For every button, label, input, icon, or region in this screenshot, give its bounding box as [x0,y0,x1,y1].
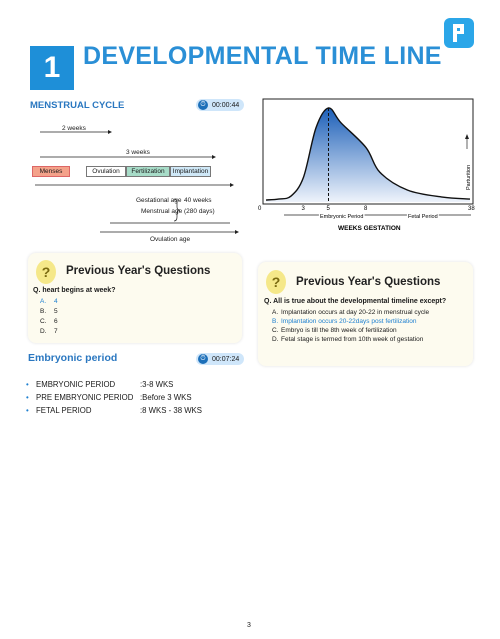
pyq-2-title: Previous Year's Questions [296,276,441,288]
days-label: (280 days) [184,208,215,215]
fetal-period-label: Fetal Period [408,214,438,220]
forty-weeks-label: 40 weeks [184,197,212,204]
phase-fertilization: Fertilization [126,166,170,177]
option-d[interactable]: D. 7 [40,328,58,335]
option-c[interactable]: C. 6 [40,318,58,325]
period-list [26,378,202,417]
phase-menses: Menses [32,166,70,177]
option-b[interactable]: B. 5 [40,308,58,315]
list-item: • FETAL PERIOD :8 WKS - 38 WKS [26,406,202,415]
menstrual-timeline-diagram [30,115,245,245]
page-title: DEVELOPMENTAL TIME LINE [83,42,442,70]
pyq-1-title: Previous Year's Questions [66,265,211,277]
list-item: • EMBRYONIC PERIOD :3-8 WKS [26,380,174,389]
option-c[interactable]: C. Embryo is till the 8th week of fertilization [272,327,397,334]
chapter-number: 1 [30,46,74,90]
phase-implantation: Implantation [170,166,211,177]
two-weeks-label: 2 weeks [62,125,86,132]
stopwatch-icon: ⏱ [198,354,208,364]
parturition-label: Parturition [466,164,472,190]
option-b[interactable]: B. Implantation occurs 20-22days post fertilization [272,318,417,325]
pyq-2-question: Q. All is true about the developmental timeline except? [264,298,447,305]
option-a[interactable]: A. Implantation occurs at day 20-22 in menstrual cycle [272,309,430,316]
gestation-area [266,108,470,202]
lightbulb-question-icon: ? [266,270,286,294]
pyq-card-2 [258,262,473,366]
page-number: 3 [247,622,251,629]
menstrual-age-label: Menstrual age [141,208,183,215]
x-axis-label: WEEKS GESTATION [338,225,401,232]
x-tick-label: 5 [326,206,330,212]
pyq-card-1 [28,253,242,343]
gestational-age-label: Gestational age [136,197,182,204]
x-tick-label: 38 [468,206,475,212]
stopwatch-icon: ⏱ [198,100,208,110]
option-a[interactable]: A. 4 [40,298,58,305]
x-tick-label: 3 [301,206,305,212]
menstrual-cycle-heading: MENSTRUAL CYCLE [30,100,125,111]
option-d[interactable]: D. Fetal stage is termed from 10th week of gestation [272,336,424,343]
embryonic-period-label: Embryonic Period [320,214,364,220]
pyq-1-question: Q. heart begins at week? [33,287,116,294]
ovulation-age-label: Ovulation age [150,236,191,243]
x-tick-label: 8 [364,206,368,212]
gestation-chart [258,97,480,237]
phase-ovulation: Ovulation [86,166,126,177]
lightbulb-question-icon: ? [36,260,56,284]
x-tick-label: 0 [258,206,262,212]
video-timer-1[interactable]: ⏱ 00:00:44 [196,99,244,111]
app-logo-icon[interactable] [444,18,474,48]
list-item: • PRE EMBRYONIC PERIOD :Before 3 WKS [26,393,192,402]
embryonic-period-heading: Embryonic period [28,352,118,364]
three-weeks-label: 3 weeks [126,149,150,156]
video-timer-2[interactable]: ⏱ 00:07:24 [196,353,244,365]
